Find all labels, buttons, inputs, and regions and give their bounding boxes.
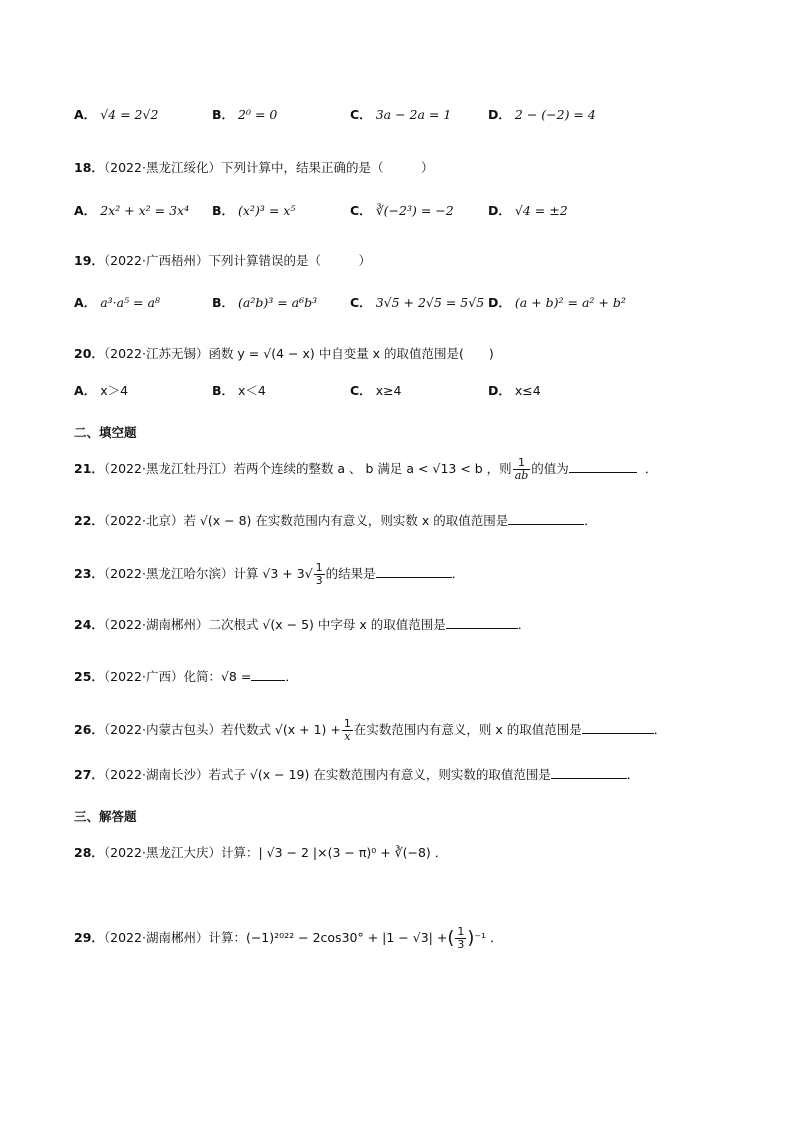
q17-option-c: C． 3a − 2a = 1 — [350, 107, 452, 122]
q26-fraction: $\frac{1}{x}$ — [343, 717, 351, 743]
q22: 22．（2022·北京）若 √(x − 8) 在实数范围内有意义，则实数 x 的取值范围是 ． — [74, 510, 597, 532]
q20-option-c: C． x≥4 — [350, 383, 402, 398]
q21: 21．（2022·黑龙江牡丹江）若两个连续的整数 a 、 b 满足 a < √13 < b ，则 $\frac{1}{ab}$ 的值为 ． — [74, 456, 658, 482]
q17-options — [74, 104, 734, 126]
q25: 25．（2022·广西）化简：√8 = ． — [74, 666, 298, 688]
q19-stem: 19．（2022·广西梧州）下列计算错误的是（ ） — [74, 253, 371, 268]
q29: 29．（2022·湖南郴州）计算：(−1)²⁰²² − 2cos30° + |1 − √3| +( $\frac{1}{3}$ )⁻¹ ． — [74, 925, 503, 951]
q20-option-b: B． x＜4 — [212, 383, 266, 398]
q19-option-c: C． 3√5 + 2√5 = 5√5 — [350, 295, 485, 310]
q26-answer-blank[interactable] — [582, 719, 654, 734]
q23: 23．（2022·黑龙江哈尔滨）计算 √3 + 3√ $\frac{1}{3}$ 的结果是 ． — [74, 561, 465, 587]
q23-fraction: $\frac{1}{3}$ — [315, 561, 323, 587]
q20-stem: 20．（2022·江苏无锡）函数 y = √(4 − x) 中自变量 x 的取值范围是( ) — [74, 346, 494, 361]
q27: 27．（2022·湖南长沙）若式子 √(x − 19) 在实数范围内有意义，则实数的取值范围是 ． — [74, 764, 639, 786]
q19-option-b: B． (a²b)³ = a⁶b³ — [212, 295, 318, 310]
q20-options — [74, 380, 734, 402]
q17-option-d: D． 2 − (−2) = 4 — [488, 107, 596, 122]
section-fill-in-heading: 二、填空题 — [74, 425, 137, 440]
q24: 24．（2022·湖南郴州）二次根式 √(x − 5) 中字母 x 的取值范围是 ． — [74, 614, 530, 636]
q18-options — [74, 200, 734, 222]
q17-option-a: A． √4 = 2√2 — [74, 107, 159, 122]
q20-option-d: D． x≤4 — [488, 383, 541, 398]
q18-stem: 18．（2022·黑龙江绥化）下列计算中，结果正确的是（ ） — [74, 160, 434, 175]
q18-option-a: A． 2x² + x² = 3x⁴ — [74, 203, 190, 218]
q19-option-d: D． (a + b)² = a² + b² — [488, 295, 626, 310]
q22-answer-blank[interactable] — [508, 510, 584, 525]
q19-option-a: A． a³·a⁵ = a⁸ — [74, 295, 160, 310]
q20-option-a: A． x＞4 — [74, 383, 129, 398]
q24-answer-blank[interactable] — [446, 614, 518, 629]
q28: 28．（2022·黑龙江大庆）计算：| √3 − 2 |×(3 − π)⁰ + ∛(−8) ． — [74, 845, 448, 860]
q18-option-b: B． (x²)³ = x⁵ — [212, 203, 296, 218]
q18-option-d: D． √4 = ±2 — [488, 203, 568, 218]
q18-option-c: C． ∛(−2³) = −2 — [350, 203, 454, 218]
q17-option-b: B． 2⁰ = 0 — [212, 107, 278, 122]
q26: 26．（2022·内蒙古包头）若代数式 √(x + 1) + $\frac{1}{x}$ 在实数范围内有意义，则 x 的取值范围是 ． — [74, 717, 667, 743]
q27-answer-blank[interactable] — [551, 764, 627, 779]
q21-fraction: $\frac{1}{ab}$ — [514, 456, 529, 482]
section-solve-heading: 三、解答题 — [74, 809, 137, 824]
q29-left-paren: ( — [447, 927, 455, 949]
q29-right-paren: ) — [467, 927, 475, 949]
q21-answer-blank[interactable] — [569, 458, 637, 473]
q25-answer-blank[interactable] — [251, 666, 285, 681]
q23-answer-blank[interactable] — [376, 563, 452, 578]
q19-options — [74, 292, 734, 314]
q29-fraction: $\frac{1}{3}$ — [457, 925, 465, 951]
